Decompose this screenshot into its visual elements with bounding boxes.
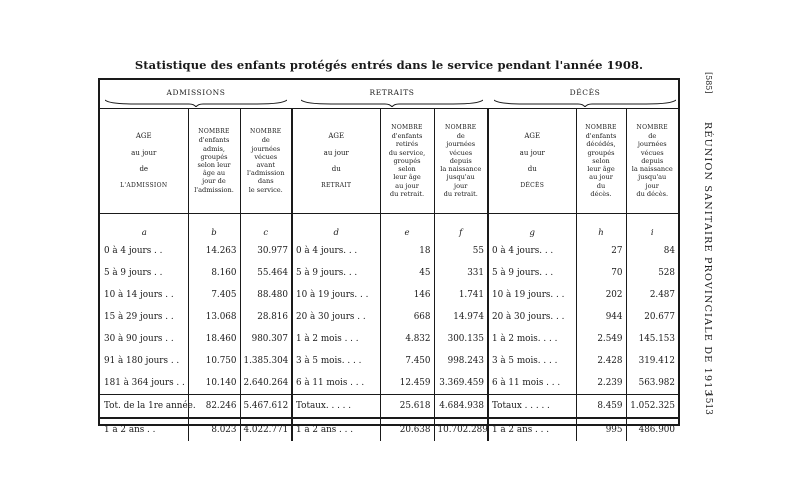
header-count-retired: NOMBRE d'enfants retirés du service, groupés selon leur âge au jour du retrait. (380, 109, 434, 214)
second-year-row (100, 418, 678, 441)
brace-deces (494, 99, 676, 107)
cell-age-retrait: 20 à 30 jours . . (292, 306, 380, 328)
column-letter: h (576, 214, 626, 241)
table-title: Statistique des enfants protégés entrés dans le service pendant l'année 1908. (134, 58, 644, 72)
cell-count-admitted: 13.068 (188, 306, 240, 328)
cell-days-before-admission: 28.816 (240, 306, 292, 328)
cell-age-admission: 15 à 29 jours . . (104, 312, 174, 322)
section-admissions: ADMISSIONS (166, 88, 226, 97)
cell-days-until-retrait: 55 (434, 240, 488, 262)
table-row (100, 328, 678, 350)
cell-days-until-deces: 528 (626, 262, 678, 284)
table-row (100, 350, 678, 372)
cell-age-admission: 0 à 4 jours . . (104, 246, 163, 256)
cell-count-deceased: 2.428 (576, 350, 626, 372)
table-row (100, 372, 678, 395)
header-days-before-admission: NOMBRE de journées vécues avant l'admission dans le service. (240, 109, 292, 214)
cell-days-until-deces: 319.412 (626, 350, 678, 372)
cell-count-retired: 18 (380, 240, 434, 262)
cell-age-retrait: 6 à 11 mois . . . (292, 372, 380, 395)
cell-count-admitted: 10.750 (188, 350, 240, 372)
column-letter-row (100, 214, 678, 241)
cell-total-retired: 25.618 (380, 395, 434, 419)
cell-age-admission: 10 à 14 jours . . (104, 290, 174, 300)
cell-age-retrait: 1 à 2 mois . . . (292, 328, 380, 350)
cell-age-admission: 30 à 90 jours . . (104, 334, 174, 344)
cell-days-until-retrait: 10.702.289 (434, 418, 488, 441)
cell-count-admitted: 10.140 (188, 372, 240, 395)
cell-age-admission: 1 à 2 ans . . (100, 418, 188, 441)
cell-days-until-retrait: 331 (434, 262, 488, 284)
cell-age-deces: 6 à 11 mois . . . (488, 372, 576, 395)
cell-count-deceased: 2.239 (576, 372, 626, 395)
cell-days-before-admission: 4.022.771 (240, 418, 292, 441)
cell-days-before-admission: 2.640.264 (240, 372, 292, 395)
brace-retraits (301, 99, 483, 107)
cell-totals-label: Totaux . . . . . (488, 395, 576, 419)
cell-days-until-retrait: 1.741 (434, 284, 488, 306)
cell-days-until-retrait: 998.243 (434, 350, 488, 372)
cell-count-retired: 45 (380, 262, 434, 284)
cell-count-deceased: 70 (576, 262, 626, 284)
cell-days-before-admission: 1.385.304 (240, 350, 292, 372)
section-deces: DÉCÈS (569, 88, 601, 97)
header-days-until-retrait: NOMBRE de journées vécues depuis la naissance jusqu'au jour du retrait. (434, 109, 488, 214)
cell-age-deces: 1 à 2 mois. . . . (488, 328, 576, 350)
cell-days-until-deces: 563.982 (626, 372, 678, 395)
bracket-page-number: [585] (704, 72, 713, 94)
cell-age-deces: 5 à 9 jours. . . (488, 262, 576, 284)
cell-age-retrait: 1 à 2 ans . . . (292, 418, 380, 441)
cell-count-retired: 4.832 (380, 328, 434, 350)
cell-age-retrait: 3 à 5 mois. . . . (292, 350, 380, 372)
cell-age-admission: 5 à 9 jours . . (104, 268, 163, 278)
cell-days-before-admission: 55.464 (240, 262, 292, 284)
cell-days-until-deces: 145.153 (626, 328, 678, 350)
cell-days-before-admission: 88.480 (240, 284, 292, 306)
cell-days-before-admission: 30.977 (240, 240, 292, 262)
cell-total-deceased: 8.459 (576, 395, 626, 419)
cell-days-before-admission: 980.307 (240, 328, 292, 350)
cell-count-retired: 12.459 (380, 372, 434, 395)
table-row (100, 262, 678, 284)
cell-days-until-deces: 20.677 (626, 306, 678, 328)
header-days-until-deces: NOMBRE de journées vécues depuis la naissance jusqu'au jour du décès. (626, 109, 678, 214)
cell-total-days-retrait: 4.684.938 (434, 395, 488, 419)
column-letter: d (292, 214, 380, 241)
cell-total-days-deces: 1.052.325 (626, 395, 678, 419)
header-age-deces: AGE au jour du DÉCÈS (488, 109, 576, 214)
table-row (100, 240, 678, 262)
cell-days-until-retrait: 14.974 (434, 306, 488, 328)
statistics-table (100, 108, 678, 441)
cell-days-until-deces: 84 (626, 240, 678, 262)
header-row (100, 109, 678, 214)
cell-age-retrait: 0 à 4 jours. . . (292, 240, 380, 262)
cell-age-admission: 181 à 364 jours . . (104, 378, 185, 388)
cell-count-deceased: 202 (576, 284, 626, 306)
header-count-admitted: NOMBRE d'enfants admis, groupés selon leur âge au jour de l'admission. (188, 109, 240, 214)
cell-totals-label: Tot. de la 1re année. (100, 395, 188, 419)
column-letter: i (626, 214, 678, 241)
cell-age-retrait: 10 à 19 jours. . . (292, 284, 380, 306)
cell-age-deces: 10 à 19 jours. . . (488, 284, 576, 306)
table-row (100, 306, 678, 328)
cell-count-deceased: 995 (576, 418, 626, 441)
cell-count-admitted: 14.263 (188, 240, 240, 262)
column-letter: g (488, 214, 576, 241)
cell-days-until-deces: 2.487 (626, 284, 678, 306)
cell-age-deces: 20 à 30 jours. . . (488, 306, 576, 328)
header-age-admission: AGE au jour de L'ADMISSION (100, 109, 188, 214)
cell-age-deces: 3 à 5 mois. . . . (488, 350, 576, 372)
cell-count-admitted: 18.460 (188, 328, 240, 350)
table-row (100, 284, 678, 306)
cell-days-until-retrait: 300.135 (434, 328, 488, 350)
cell-total-admitted: 82.246 (188, 395, 240, 419)
header-age-retrait: AGE au jour du RETRAIT (292, 109, 380, 214)
brace-admissions (105, 99, 287, 107)
cell-count-retired: 20.638 (380, 418, 434, 441)
totals-row (100, 395, 678, 419)
cell-total-days-admission: 5.467.612 (240, 395, 292, 419)
cell-count-deceased: 2.549 (576, 328, 626, 350)
cell-count-retired: 146 (380, 284, 434, 306)
running-head: RÉUNION SANITAIRE PROVINCIALE DE 1913 (702, 122, 713, 397)
cell-count-admitted: 8.160 (188, 262, 240, 284)
statistics-table-frame (98, 78, 680, 435)
cell-count-retired: 7.450 (380, 350, 434, 372)
margin-column (700, 72, 714, 426)
folio-number: 1513 (703, 392, 713, 415)
cell-days-until-retrait: 3.369.459 (434, 372, 488, 395)
cell-age-admission: 91 à 180 jours . . (104, 356, 180, 366)
cell-count-admitted: 7.405 (188, 284, 240, 306)
column-letter: a (141, 228, 147, 238)
column-letter: e (380, 214, 434, 241)
column-letter: f (434, 214, 488, 241)
cell-count-deceased: 27 (576, 240, 626, 262)
cell-totals-label: Totaux. . . . . (292, 395, 380, 419)
cell-count-deceased: 944 (576, 306, 626, 328)
cell-count-retired: 668 (380, 306, 434, 328)
cell-count-admitted: 8.023 (188, 418, 240, 441)
column-letter: c (240, 214, 292, 241)
section-retraits: RETRAITS (369, 88, 415, 97)
column-letter: b (188, 214, 240, 241)
cell-age-deces: 0 à 4 jours. . . (488, 240, 576, 262)
header-count-deceased: NOMBRE d'enfants décédés, groupés selon leur âge au jour du décès. (576, 109, 626, 214)
cell-age-deces: 1 à 2 ans . . . (488, 418, 576, 441)
cell-age-retrait: 5 à 9 jours. . . (292, 262, 380, 284)
cell-days-until-deces: 486.900 (626, 418, 678, 441)
